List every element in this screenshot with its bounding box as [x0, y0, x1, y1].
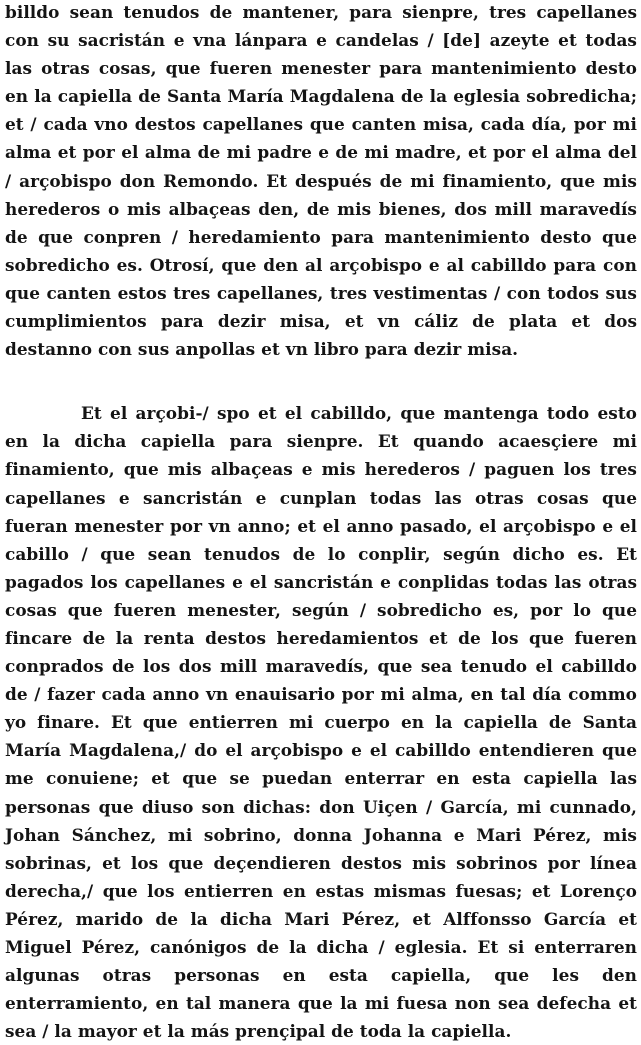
- paragraph-2: Et el arçobi-/ spo et el cabilldo, que mantenga todo esto en la dicha capiella para sienpre. Et quando acaesçiere mi finamiento, que mis albaçeas e mis herederos / paguen los tres capellanes e sancristán e cunplan todas las otras cosas que fueran menester por vn anno; et el anno pasado, el arçobispo e el cabillo / que sean tenudos de lo conplir, según dicho es. Et pagados los capellanes e el sancristán e conplidas todas las otras cosas que fueren menester, según / sobredicho es, por lo que fincare de la renta destos heredamientos et de los que fueren conprados de los dos mill maravedís, que sea tenudo el cabilldo de / fazer cada anno vn enauisario por mi alma, en tal día commo yo finare. Et que entierren mi cuerpo en la capiella de Santa María Magdalena,/ do el arçobispo e el cabilldo entendieren que me conuiene; et que se puedan enterrar en esta capiella las personas que diuso son dichas: don Uiçen / García, mi cunnado, Johan Sánchez, mi sobrino, donna Johanna e Mari Pérez, mis sobrinas, et los que deçendieren destos mis sobrinos por línea derecha,/ que los entierren en estas mismas fuesas; et Lorenço Pérez, marido de la dicha Mari Pérez, et Alffonsso García et Miguel Pérez, canónigos de la dicha / eglesia. Et si enterraren algunas otras personas en esta capiella, que les den enterramiento, en tal manera que la mi fuesa non sea defecha et sea / la mayor et la más prençipal de toda la capiella.: [5, 403, 637, 1042]
- paragraph-1: billdo sean tenudos de mantener, para sienpre, tres capellanes con su sacristán e vna lánpara e candelas / [de] azeyte et todas las otras cosas, que fueren menester para mantenimiento desto en la capiella de Santa María Magdalena de la eglesia sobredicha; et / cada vno destos capellanes que canten misa, cada día, por mi alma et por el alma de mi padre e de mi madre, et por el alma del / arçobispo don Remondo. Et después de mi finamiento, que mis herederos o mis albaçeas den, de mis bienes, dos mill maravedís de que conpren / heredamiento para mantenimiento desto que sobredicho es. Otrosí, que den al arçobispo e al cabilldo para con que canten estos tres capellanes, tres vestimentas / con todos sus cumplimientos para dezir misa, et vn cáliz de plata et dos destanno con sus anpollas et vn libro para dezir misa.: [5, 2, 637, 360]
